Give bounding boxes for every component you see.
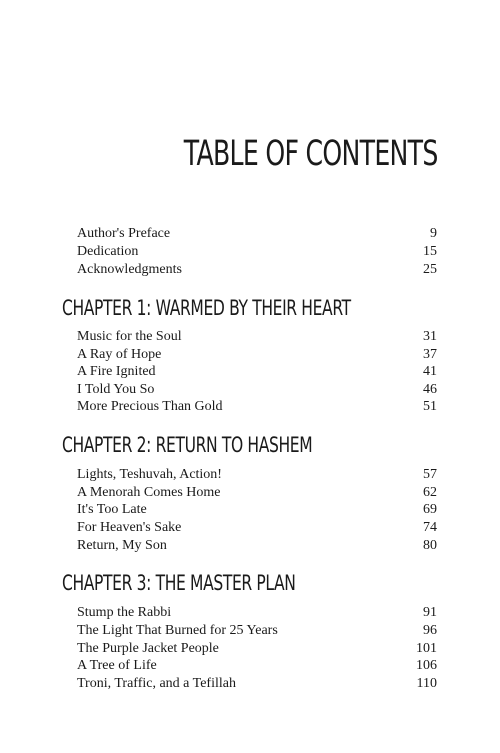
entry-label: Dedication — [77, 244, 139, 259]
entry-page: 46 — [423, 382, 437, 397]
toc-entry[interactable] — [77, 225, 437, 243]
chapter-heading: CHAPTER 2: RETURN TO HASHEM — [62, 433, 313, 457]
entry-label: Return, My Son — [77, 538, 167, 553]
toc-entry[interactable] — [77, 243, 437, 261]
entry-page: 74 — [423, 520, 437, 535]
toc-entry[interactable] — [77, 484, 437, 502]
entry-page: 25 — [423, 262, 437, 277]
toc-entry[interactable] — [77, 657, 437, 675]
entry-page: 80 — [423, 538, 437, 553]
toc-entry[interactable] — [77, 261, 437, 279]
toc-entry[interactable] — [77, 398, 437, 416]
toc-entry[interactable] — [77, 381, 437, 399]
entry-label: The Light That Burned for 25 Years — [77, 623, 278, 638]
entry-page: 62 — [423, 485, 437, 500]
entry-label: Stump the Rabbi — [77, 605, 172, 620]
toc-entry[interactable] — [77, 466, 437, 484]
entry-label: I Told You So — [77, 382, 155, 397]
toc-entry[interactable] — [77, 501, 437, 519]
entry-page: 51 — [423, 399, 437, 414]
entry-label: A Fire Ignited — [77, 364, 156, 379]
entry-label: Troni, Traffic, and a Tefillah — [77, 676, 236, 691]
entry-label: For Heaven's Sake — [77, 520, 182, 535]
entry-page: 91 — [423, 605, 437, 620]
chapter-heading: CHAPTER 3: THE MASTER PLAN — [62, 571, 296, 595]
toc-entry[interactable] — [77, 363, 437, 381]
toc-entry[interactable] — [77, 604, 437, 622]
entry-page: 106 — [416, 658, 437, 673]
entry-page: 57 — [423, 467, 437, 482]
entry-label: It's Too Late — [77, 502, 147, 517]
toc-entry[interactable] — [77, 622, 437, 640]
entry-label: A Menorah Comes Home — [77, 485, 221, 500]
toc-entry[interactable] — [77, 640, 437, 658]
entry-page: 15 — [423, 244, 437, 259]
entry-label: Author's Preface — [77, 226, 171, 241]
entry-page: 69 — [423, 502, 437, 517]
entry-page: 96 — [423, 623, 437, 638]
entry-label: A Ray of Hope — [77, 347, 162, 362]
entry-label: More Precious Than Gold — [77, 399, 223, 414]
entry-page: 37 — [423, 347, 437, 362]
toc-entry[interactable] — [77, 675, 437, 693]
entry-label: The Purple Jacket People — [77, 641, 219, 656]
entry-label: Music for the Soul — [77, 329, 182, 344]
toc-entry[interactable] — [77, 346, 437, 364]
toc-entry[interactable] — [77, 519, 437, 537]
page-title: TABLE OF CONTENTS — [184, 134, 438, 174]
entry-page: 9 — [430, 226, 437, 241]
entry-page: 41 — [423, 364, 437, 379]
entry-label: Acknowledgments — [77, 262, 182, 277]
entry-label: Lights, Teshuvah, Action! — [77, 467, 222, 482]
toc-entry[interactable] — [77, 537, 437, 555]
chapter-heading: CHAPTER 1: WARMED BY THEIR HEART — [62, 296, 351, 320]
entry-page: 101 — [416, 641, 437, 656]
entry-label: A Tree of Life — [77, 658, 157, 673]
entry-page: 31 — [423, 329, 437, 344]
toc-entry[interactable] — [77, 328, 437, 346]
entry-page: 110 — [416, 676, 437, 691]
